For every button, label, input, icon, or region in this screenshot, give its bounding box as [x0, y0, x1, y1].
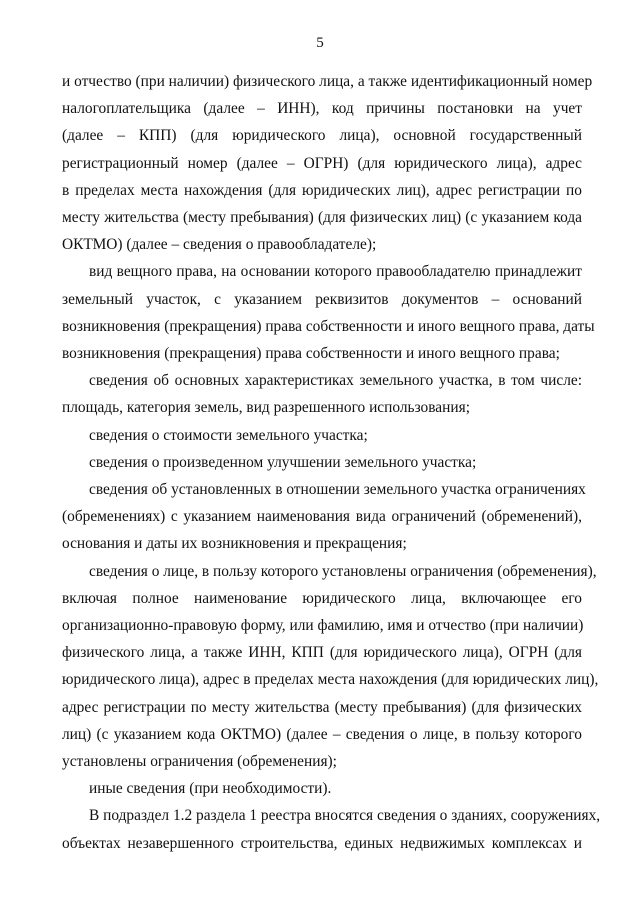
text-line: объектах незавершенного строительства, единых недвижимых комплексах и [62, 834, 582, 852]
text-line: сведения об основных характеристиках земельного участка, в том числе: [89, 372, 582, 390]
text-line: в пределах места нахождения (для юридических лиц), адрес регистрации по [62, 181, 582, 199]
text-line: регистрационный номер (далее – ОГРН) (для юридического лица), адрес [62, 154, 582, 172]
text-line: возникновения (прекращения) права собственности и иного вещного права; [62, 345, 560, 363]
text-line: (обременениях) с указанием наименования вида ограничений (обременений), [62, 508, 582, 526]
text-line: установлены ограничения (обременения); [62, 753, 337, 771]
text-line: лиц) (с указанием кода ОКТМО) (далее – сведения о лице, в пользу которого [62, 725, 582, 743]
text-line: (далее – КПП) (для юридического лица), основной государственный [62, 127, 582, 145]
text-line: физического лица, а также ИНН, КПП (для юридического лица), ОГРН (для [62, 644, 582, 662]
page-number: 5 [316, 35, 324, 51]
text-line: сведения о стоимости земельного участка; [89, 426, 368, 444]
text-line: ОКТМО) (далее – сведения о правообладателе); [62, 236, 377, 254]
text-line: сведения о лице, в пользу которого установлены ограничения (обременения), [89, 562, 597, 580]
text-line: налогоплательщика (далее – ИНН), код причины постановки на учет [62, 100, 582, 118]
text-line: месту жительства (месту пребывания) (для физических лиц) (с указанием кода [62, 209, 582, 227]
text-line: включая полное наименование юридического лица, включающее его [62, 589, 582, 607]
text-line: сведения об установленных в отношении земельного участка ограничениях [89, 481, 586, 499]
text-line: сведения о произведенном улучшении земельного участка; [89, 453, 477, 471]
text-line: основания и даты их возникновения и прекращения; [62, 535, 407, 553]
text-line: вид вещного права, на основании которого правообладателю принадлежит [89, 263, 582, 281]
text-line: адрес регистрации по месту жительства (месту пребывания) (для физических [62, 698, 582, 716]
text-line: юридического лица), адрес в пределах места нахождения (для юридических лиц), [62, 671, 599, 689]
text-line: и отчество (при наличии) физического лица, а также идентификационный номер [62, 73, 593, 90]
text-line: организационно-правовую форму, или фамилию, имя и отчество (при наличии) [62, 617, 584, 635]
text-line: возникновения (прекращения) права собственности и иного вещного права, даты [62, 317, 595, 335]
text-line: земельный участок, с указанием реквизитов документов – оснований [62, 290, 582, 308]
text-line: В подраздел 1.2 раздела 1 реестра вносятся сведения о зданиях, сооружениях, [89, 807, 601, 825]
document-body [62, 68, 601, 857]
text-line: площадь, категория земель, вид разрешенного использования; [62, 399, 470, 417]
text-line: иные сведения (при необходимости). [89, 780, 332, 798]
